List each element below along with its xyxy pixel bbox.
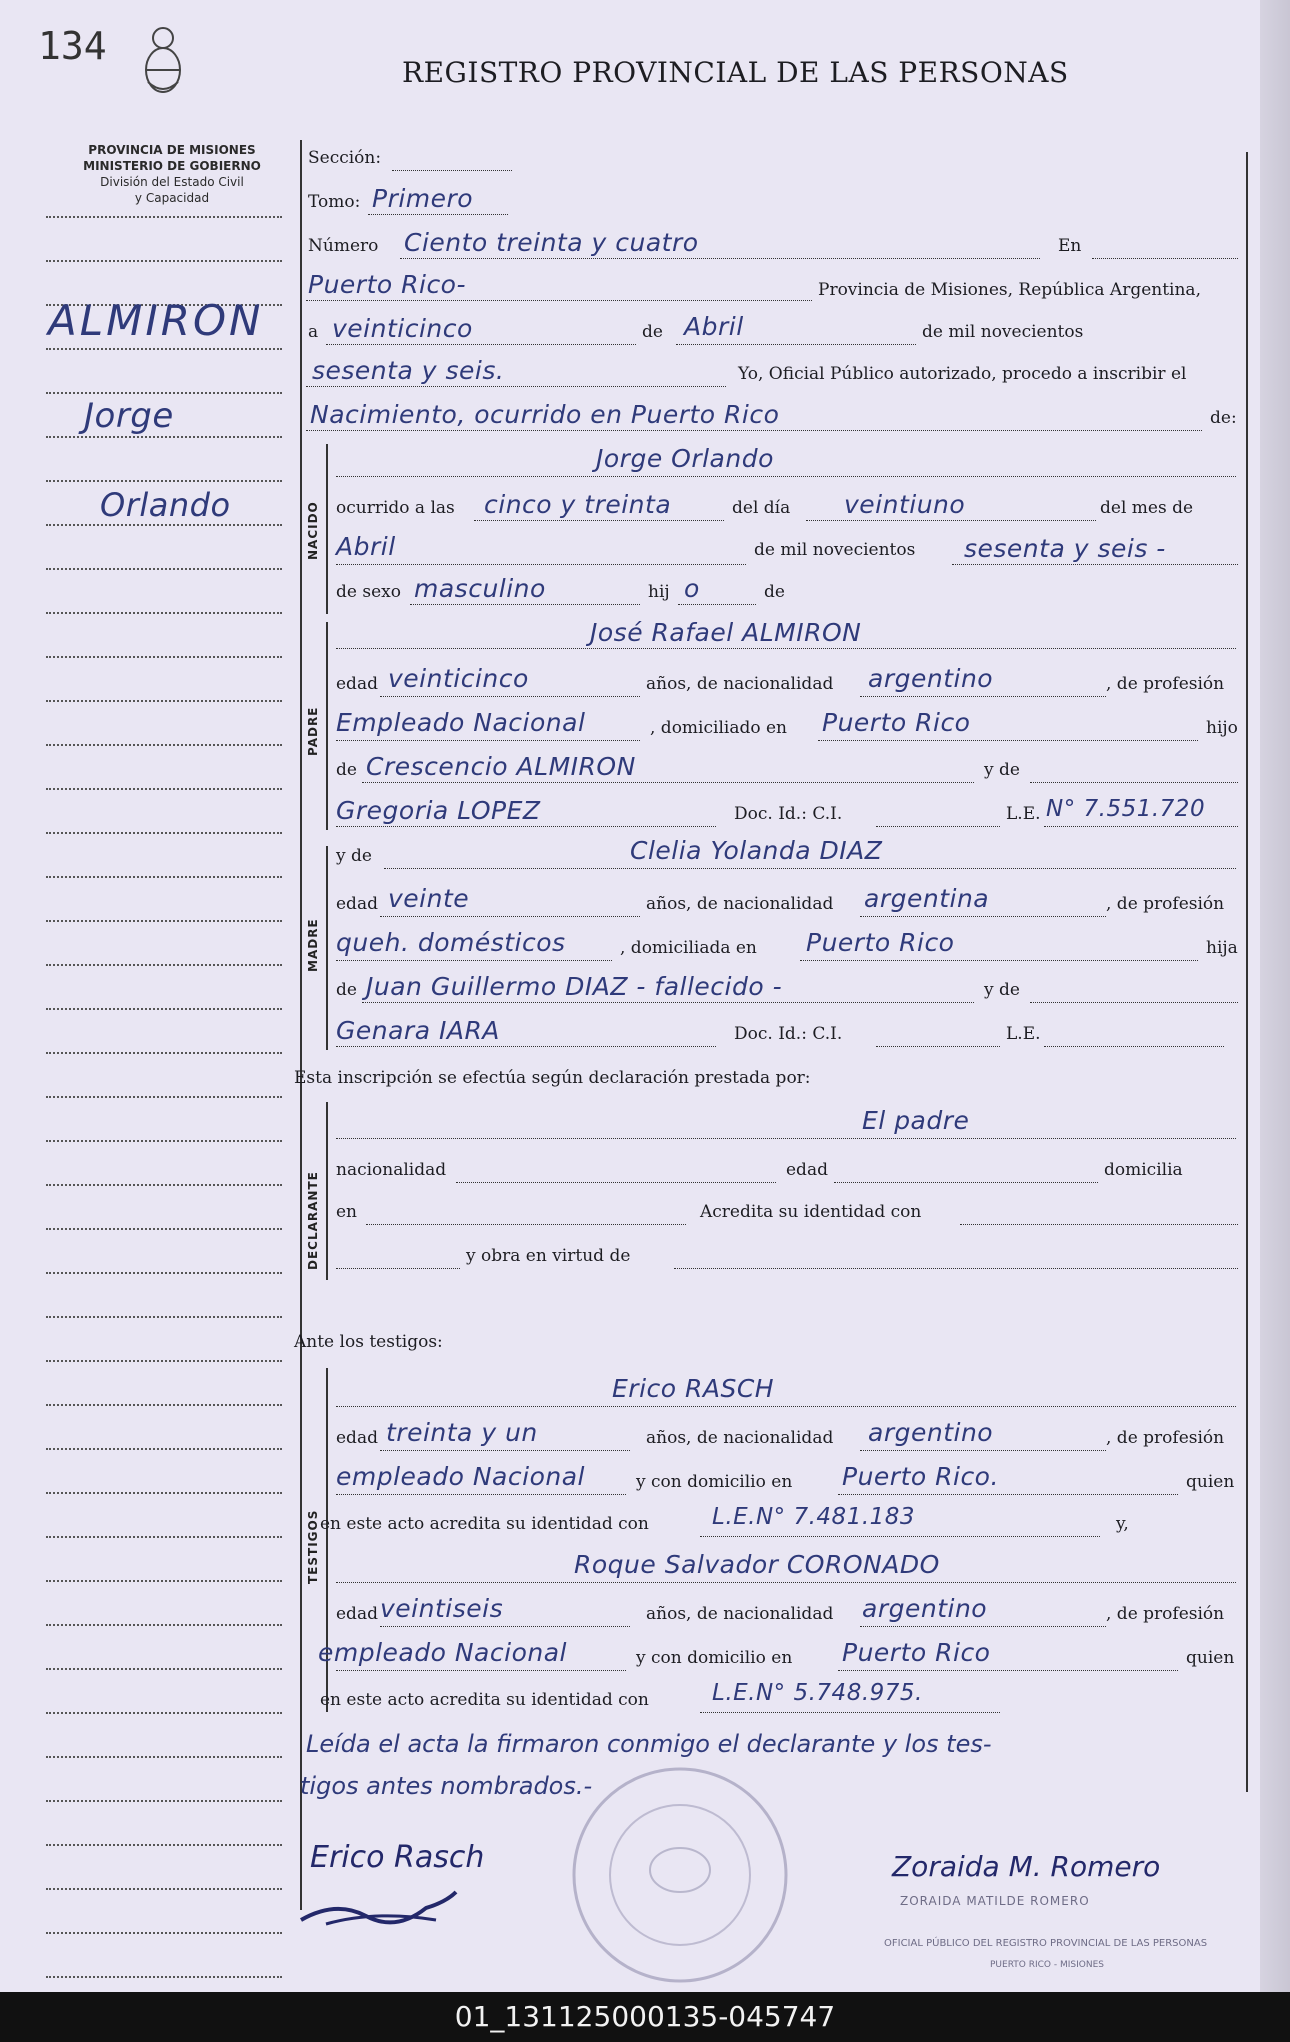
numero-label: Número (308, 236, 379, 256)
seal-office: OFICIAL PÚBLICO DEL REGISTRO PROVINCIAL DE LAS PERSONAS (884, 1938, 1208, 1949)
margin-rule-line (46, 1316, 282, 1318)
testigo1-edad-value: treinta y un (386, 1418, 538, 1447)
anio-value: sesenta y seis. (312, 356, 505, 385)
testigo1-quien-label: quien (1186, 1472, 1235, 1492)
margin-rule-line (46, 348, 282, 350)
esta-inscripcion-label: Esta inscripción se efectúa según declaración prestada por: (294, 1068, 811, 1088)
madre-le-label: L.E. (1006, 1024, 1041, 1044)
padre-side-label: PADRE (306, 706, 320, 756)
margin-rule-line (46, 436, 282, 438)
tomo-label: Tomo: (308, 192, 361, 212)
sexo-value: masculino (414, 574, 546, 603)
org-capacity: y Capacidad (134, 191, 210, 205)
testigo1-doc-value: L.E.N° 7.481.183 (712, 1504, 916, 1530)
de-mil-novecientos-label-2: de mil novecientos (754, 540, 916, 560)
margin-rule-line (46, 832, 282, 834)
abuela-paterna-value: Gregoria LOPEZ (336, 796, 541, 825)
padre-domicilio-value: Puerto Rico (822, 708, 971, 737)
margin-rule-line (46, 1008, 282, 1010)
ante-testigos-label: Ante los testigos: (294, 1332, 443, 1352)
testigo1-nacionalidad-value: argentino (868, 1418, 994, 1447)
margin-rule-line (46, 1580, 282, 1582)
margin-rule-line (46, 876, 282, 878)
padre-profesion-label: , de profesión (1106, 674, 1225, 694)
mes-value: Abril (684, 312, 744, 341)
margin-rule-line (46, 1272, 282, 1274)
testigo2-quien-label: quien (1186, 1648, 1235, 1668)
testigo1-edad-label: edad (336, 1428, 378, 1448)
margin-rule-line (46, 920, 282, 922)
margin-rule-line (46, 1052, 282, 1054)
margin-rule-line (46, 1888, 282, 1890)
anio-nacimiento-value: sesenta y seis - (964, 534, 1166, 563)
testigo1-acredita-label: en este acto acredita su identidad con (320, 1514, 649, 1534)
testigo2-nacionalidad-value: argentino (862, 1594, 988, 1623)
margin-rule-line (46, 1448, 282, 1450)
testigo2-domicilio-value: Puerto Rico (842, 1638, 991, 1667)
madre-edad-label: edad (336, 894, 378, 914)
margin-rule-line (46, 524, 282, 526)
testigo1-nombre-value: Erico RASCH (612, 1374, 775, 1403)
madre-nombre-value: Clelia Yolanda DIAZ (630, 836, 883, 865)
margin-rule-line (46, 1228, 282, 1230)
margin-rule-line (46, 1976, 282, 1978)
margin-rule-line (46, 260, 282, 262)
dia-nacimiento-value: veintiuno (844, 490, 966, 519)
de-mil-novecientos-label: de mil novecientos (922, 322, 1084, 342)
testigo2-edad-value: veintiseis (380, 1594, 504, 1623)
testigo1-profesion-value: empleado Nacional (336, 1462, 585, 1491)
testigo2-profesion-value: empleado Nacional (318, 1638, 567, 1667)
margin-rule-line (46, 1360, 282, 1362)
testigo2-acredita-label: en este acto acredita su identidad con (320, 1690, 649, 1710)
margin-name-1: Jorge (84, 396, 174, 436)
margin-rule-line (46, 1184, 282, 1186)
declarante-edad-label: edad (786, 1160, 828, 1180)
declarante-nacionalidad-label: nacionalidad (336, 1160, 447, 1180)
declarante-side-label: DECLARANTE (306, 1171, 320, 1270)
de-label-final: de (764, 582, 785, 602)
testigo1-anios-nac-label: años, de nacionalidad (646, 1428, 834, 1448)
signature-erico-rasch: Erico Rasch (310, 1840, 485, 1875)
margin-name-2: Orlando (100, 486, 231, 524)
mes-nacimiento-value: Abril (336, 532, 396, 561)
main-left-rule (300, 140, 302, 1910)
tomo-value: Primero (372, 184, 474, 213)
madre-profesion-label: , de profesión (1106, 894, 1225, 914)
margin-rule-line (46, 1800, 282, 1802)
margin-rule-line (46, 1624, 282, 1626)
padre-edad-label: edad (336, 674, 378, 694)
de-sexo-label: de sexo (336, 582, 401, 602)
del-mes-label: del mes de (1100, 498, 1194, 518)
padre-doc-value: N° 7.551.720 (1046, 796, 1206, 822)
margin-rule-line (46, 1404, 282, 1406)
ocurrido-label: ocurrido a las (336, 498, 455, 518)
de-colon-label: de: (1210, 408, 1237, 428)
declarante-en-label: en (336, 1202, 358, 1222)
madre-nacionalidad-value: argentina (864, 884, 990, 913)
padre-nombre-value: José Rafael ALMIRON (590, 618, 862, 647)
signature-romero: Zoraida M. Romero (892, 1850, 1161, 1883)
madre-y-de-label-2: y de (984, 980, 1020, 1000)
margin-rule-line (46, 480, 282, 482)
madre-anios-nac-label: años, de nacionalidad (646, 894, 834, 914)
margin-rule-line (46, 1140, 282, 1142)
hij-label: hij (648, 582, 670, 602)
abuela-materna-value: Genara IARA (336, 1016, 500, 1045)
padre-de-label: de (336, 760, 357, 780)
margin-rule-line (46, 568, 282, 570)
padre-profesion-value: Empleado Nacional (336, 708, 586, 737)
abuelo-materno-value: Juan Guillermo DIAZ - fallecido - (366, 972, 783, 1001)
declarante-value: El padre (862, 1106, 970, 1135)
en-label: En (1058, 236, 1082, 256)
yo-oficial-label: Yo, Oficial Público autorizado, procedo a inscribir el (738, 364, 1187, 384)
testigo2-anios-nac-label: años, de nacionalidad (646, 1604, 834, 1624)
del-dia-label: del día (732, 498, 791, 518)
margin-rule-line (46, 744, 282, 746)
padre-anios-nac-label: años, de nacionalidad (646, 674, 834, 694)
a-label: a (308, 322, 319, 342)
coat-of-arms-emblem (138, 22, 188, 102)
margin-rule-line (46, 1932, 282, 1934)
dia-value: veinticinco (332, 314, 473, 343)
margin-rule-line (46, 1668, 282, 1670)
margin-rule-line (46, 1756, 282, 1758)
nacido-side-label: NACIDO (306, 501, 320, 560)
acto-value: Nacimiento, ocurrido en Puerto Rico (310, 400, 780, 429)
provincia-label: Provincia de Misiones, República Argentina, (818, 280, 1201, 300)
margin-rule-line (46, 392, 282, 394)
madre-profesion-value: queh. domésticos (336, 928, 566, 957)
abuelo-paterno-value: Crescencio ALMIRON (366, 752, 636, 781)
padre-y-de-label: y de (984, 760, 1020, 780)
madre-y-de-label: y de (336, 846, 372, 866)
margin-rule-line (46, 964, 282, 966)
margin-rule-line (46, 1536, 282, 1538)
testigo2-domicilio-label: y con domicilio en (636, 1648, 793, 1668)
madre-domicilio-value: Puerto Rico (806, 928, 955, 957)
testigo1-y-label: y, (1116, 1514, 1129, 1534)
padre-hijo-label: hijo (1206, 718, 1238, 738)
seal-location: PUERTO RICO - MISIONES (990, 1960, 1104, 1970)
official-round-stamp (560, 1760, 800, 1990)
margin-rule-line (46, 216, 282, 218)
org-ministry: MINISTERIO DE GOBIERNO (83, 159, 261, 173)
padre-nacionalidad-value: argentino (868, 664, 994, 693)
madre-hija-label: hija (1206, 938, 1238, 958)
madre-de-label: de (336, 980, 357, 1000)
closing-line-1: Leída el acta la firmaron conmigo el declarante y los tes- (306, 1730, 992, 1758)
padre-doc-label: Doc. Id.: C.I. (734, 804, 843, 824)
margin-rule-line (46, 656, 282, 658)
madre-edad-value: veinte (388, 884, 470, 913)
testigo2-doc-value: L.E.N° 5.748.975. (712, 1680, 923, 1706)
padre-domiciliado-label: , domiciliado en (650, 718, 787, 738)
declarante-acredita-label: Acredita su identidad con (700, 1202, 922, 1222)
folio-number: 134 (38, 24, 107, 68)
testigo1-domicilio-value: Puerto Rico. (842, 1462, 999, 1491)
margin-rule-line (46, 1844, 282, 1846)
seal-name: ZORAIDA MATILDE ROMERO (900, 1894, 1090, 1908)
padre-le-label: L.E. (1006, 804, 1041, 824)
declarante-y-obra-label: y obra en virtud de (466, 1246, 631, 1266)
de-label-1: de (642, 322, 663, 342)
testigo2-profesion-label: , de profesión (1106, 1604, 1225, 1624)
declarante-domicilia-label: domicilia (1104, 1160, 1183, 1180)
testigo1-domicilio-label: y con domicilio en (636, 1472, 793, 1492)
ministry-block (52, 142, 292, 206)
hora-value: cinco y treinta (484, 490, 672, 519)
margin-rule-line (46, 612, 282, 614)
image-id-footer: 01_131125000135-045747 (0, 1992, 1290, 2042)
padre-edad-value: veinticinco (388, 664, 529, 693)
lugar-value: Puerto Rico- (308, 270, 467, 299)
org-province: PROVINCIA DE MISIONES (88, 143, 256, 157)
madre-domiciliada-label: , domiciliada en (620, 938, 757, 958)
seccion-label: Sección: (308, 148, 382, 168)
margin-rule-line (46, 1096, 282, 1098)
margin-surname: ALMIRON (48, 296, 264, 345)
margin-rule-line (46, 788, 282, 790)
margin-rule-line (46, 1712, 282, 1714)
testigo2-edad-label: edad (336, 1604, 378, 1624)
madre-doc-label: Doc. Id.: C.I. (734, 1024, 843, 1044)
margin-rule-line (46, 1492, 282, 1494)
margin-rule-line (46, 700, 282, 702)
testigo1-profesion-label: , de profesión (1106, 1428, 1225, 1448)
madre-side-label: MADRE (306, 918, 320, 972)
org-division: División del Estado Civil (100, 175, 244, 189)
hij-value: o (684, 574, 700, 603)
numero-value: Ciento treinta y cuatro (404, 228, 699, 257)
testigo2-nombre-value: Roque Salvador CORONADO (574, 1550, 940, 1579)
closing-line-2: tigos antes nombrados.- (300, 1772, 593, 1800)
testigos-side-label: TESTIGOS (306, 1509, 320, 1584)
main-right-rule (1246, 152, 1248, 1792)
document-title: REGISTRO PROVINCIAL DE LAS PERSONAS (402, 56, 1069, 89)
signature-scribble (296, 1880, 466, 1940)
nacido-nombre-value: Jorge Orlando (596, 444, 774, 473)
